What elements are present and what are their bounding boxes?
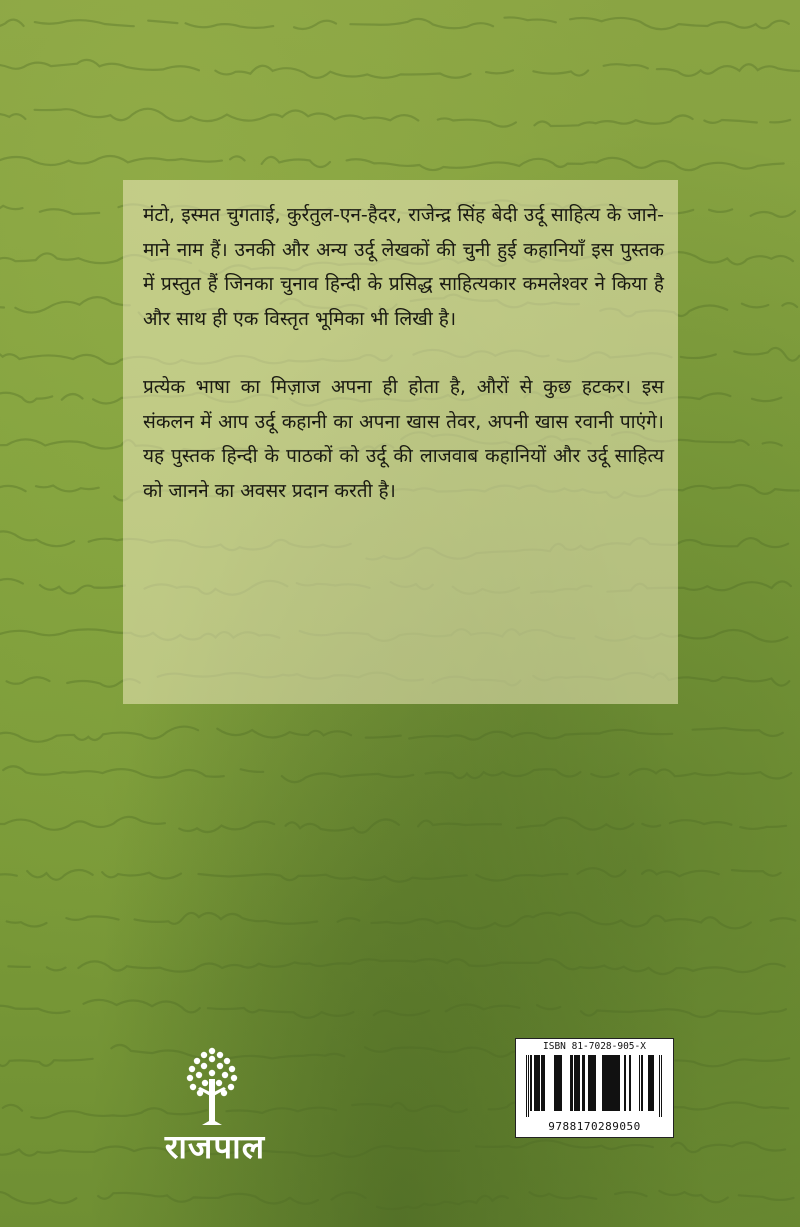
barcode-bar	[576, 1055, 577, 1111]
barcode-bar	[617, 1055, 618, 1111]
script-stroke	[0, 1000, 786, 1018]
barcode-bar	[570, 1055, 573, 1111]
script-stroke	[0, 156, 784, 170]
barcode-bar	[528, 1055, 529, 1117]
blurb-paragraph-2: प्रत्येक भाषा का मिज़ाज अपना ही होता है, औरों से कुछ हटकर। इस संकलन में आप उर्दू कहानी का अपना खास तेवर, अपनी खास रवानी पाएंगे। यह पुस्तक हिन्दी के पाठकों को उर्दू की लाजवाब कहानियों और उर्दू साहित्य को जानने का अवसर प्रदान करती है।	[143, 376, 664, 502]
script-stroke	[0, 912, 795, 928]
barcode-bar	[574, 1055, 576, 1111]
barcode-bar	[602, 1055, 603, 1111]
script-stroke	[0, 959, 785, 974]
blurb-paragraph-1: मंटो, इस्मत चुगताई, कुर्रतुल-एन-हैदर, राजेन्द्र सिंह बेदी उर्दू साहित्य के जाने-माने नाम हैं। उनकी और अन्य उर्दू लेखकों की चुनी हुई कहानियाँ इस पुस्तक में प्रस्तुत हैं जिनका चुनाव हिन्दी के प्रसिद्ध साहित्यकार कमलेश्वर ने किया है और साथ ही एक विस्तृत भूमिका भी लिखी है।	[143, 204, 664, 330]
blurb-panel	[123, 180, 678, 704]
barcode-bar	[606, 1055, 609, 1111]
publisher-logo	[120, 1045, 320, 1165]
barcode-bar	[558, 1055, 560, 1111]
barcode-bar	[642, 1055, 643, 1111]
isbn-barcode	[515, 1038, 674, 1138]
barcode-bar	[651, 1055, 654, 1111]
barcode-bar	[526, 1055, 527, 1117]
barcode-bar	[544, 1055, 545, 1111]
barcode-bar	[615, 1055, 617, 1111]
barcode-bar	[590, 1055, 592, 1111]
barcode-bar	[641, 1055, 642, 1111]
barcode-bar	[661, 1055, 662, 1117]
barcode-bar	[560, 1055, 562, 1111]
barcode-bar	[589, 1055, 590, 1111]
barcode-bar	[612, 1055, 615, 1111]
barcode-bar	[554, 1055, 557, 1111]
barcode-bar	[624, 1055, 626, 1111]
barcode-bar	[541, 1055, 543, 1111]
barcode-bar	[584, 1055, 585, 1111]
barcode-bar	[557, 1055, 558, 1111]
barcode-bars	[526, 1055, 663, 1117]
barcode-bar	[543, 1055, 544, 1111]
ean-digits: 9788170289050	[548, 1120, 641, 1133]
publisher-name: राजपाल	[164, 1127, 266, 1166]
script-stroke	[0, 868, 781, 882]
barcode-bar	[593, 1055, 596, 1111]
barcode-bar	[592, 1055, 593, 1111]
barcode-bar	[537, 1055, 540, 1111]
script-stroke	[0, 60, 799, 78]
script-stroke	[0, 817, 786, 833]
barcode-bar	[605, 1055, 606, 1111]
barcode-bar	[648, 1055, 651, 1111]
script-stroke	[0, 766, 791, 782]
barcode-bar	[629, 1055, 631, 1111]
tree-icon	[184, 1045, 240, 1127]
barcode-bar	[659, 1055, 660, 1117]
script-stroke	[0, 727, 783, 742]
script-stroke	[0, 1140, 785, 1156]
barcode-bar	[618, 1055, 620, 1111]
barcode-bar	[603, 1055, 605, 1111]
barcode-bar	[588, 1055, 589, 1111]
script-stroke	[0, 17, 789, 29]
barcode-bar	[609, 1055, 612, 1111]
isbn-label: ISBN 81-7028-905-X	[543, 1041, 646, 1052]
barcode-bar	[577, 1055, 580, 1111]
script-stroke	[0, 109, 790, 127]
barcode-bar	[582, 1055, 584, 1111]
barcode-bar	[530, 1055, 532, 1111]
script-stroke	[0, 1191, 794, 1209]
barcode-bar	[639, 1055, 640, 1111]
barcode-bar	[534, 1055, 537, 1111]
